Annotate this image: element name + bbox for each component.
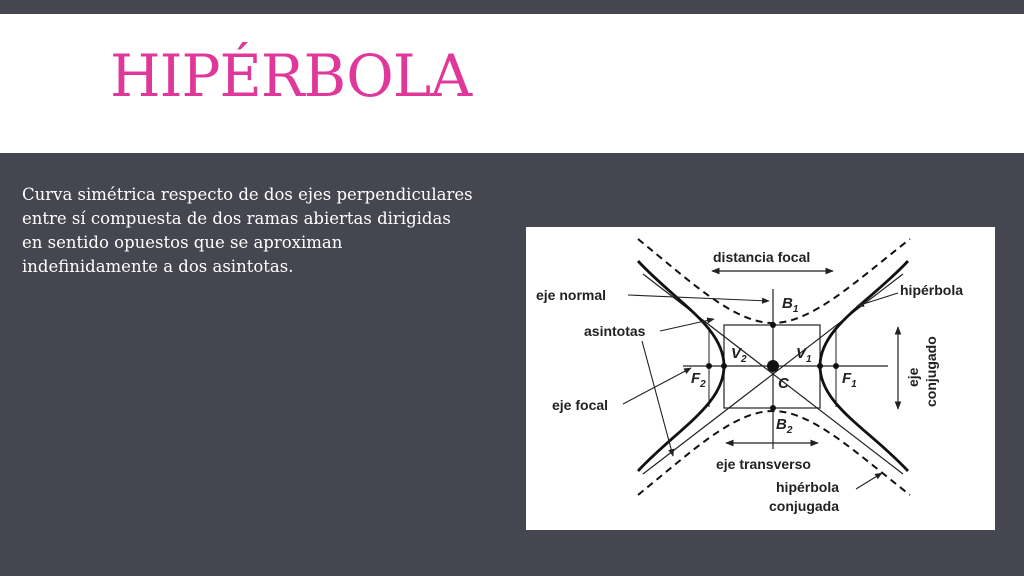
hyperbola-diagram-svg: [526, 227, 995, 530]
label-asintotas: asintotas: [584, 323, 646, 339]
label-f2: $F_2$: [691, 370, 706, 390]
top-strip: [0, 0, 1024, 14]
slide-title: HIPÉRBOLA: [110, 42, 472, 110]
label-c: C: [778, 375, 789, 392]
label-b2: $B_2$: [776, 416, 793, 436]
focus-f2-point: [706, 363, 712, 369]
label-eje-focal: eje focal: [552, 397, 609, 413]
b2-point: [770, 405, 776, 411]
label-distancia-focal: distancia focal: [713, 249, 811, 265]
hiperbola-conjugada-pointer: [856, 473, 882, 489]
body-line-2: entre sí compuesta de dos ramas abiertas dirigidas: [22, 209, 451, 228]
label-eje-transverso: eje transverso: [716, 456, 811, 472]
label-v1: $V_1$: [796, 345, 812, 365]
hyperbola-diagram: [526, 227, 995, 530]
hiperbola-pointer: [857, 293, 898, 306]
body-line-3: en sentido opuestos que se aproximan: [22, 233, 343, 252]
eje-normal-pointer: [628, 295, 769, 301]
label-hiperbola: hipérbola: [900, 282, 964, 298]
label-f1: $F_1$: [842, 370, 857, 390]
label-hiperbola-conjugada-1: hipérbola: [776, 479, 840, 495]
label-hiperbola-conjugada-2: conjugada: [769, 498, 840, 514]
vertex-v2-point: [721, 363, 727, 369]
focus-f1-point: [833, 363, 839, 369]
vertex-v1-point: [817, 363, 823, 369]
conjugate-hyperbola-bottom: [638, 411, 910, 495]
label-v2: $V_2$: [731, 345, 747, 365]
b1-point: [770, 322, 776, 328]
asintotas-pointer-2: [642, 341, 673, 456]
label-b1: $B_1$: [782, 295, 799, 315]
label-eje-normal: eje normal: [536, 287, 607, 303]
slide-body-text: [22, 183, 522, 279]
body-line-4: indefinidamente a dos asintotas.: [22, 257, 294, 276]
label-eje-conjugado-2: conjugado: [923, 336, 939, 407]
label-eje-conjugado-1: eje: [905, 367, 921, 387]
body-line-1: Curva simétrica respecto de dos ejes perpendiculares: [22, 185, 473, 204]
center-point: [767, 360, 779, 372]
